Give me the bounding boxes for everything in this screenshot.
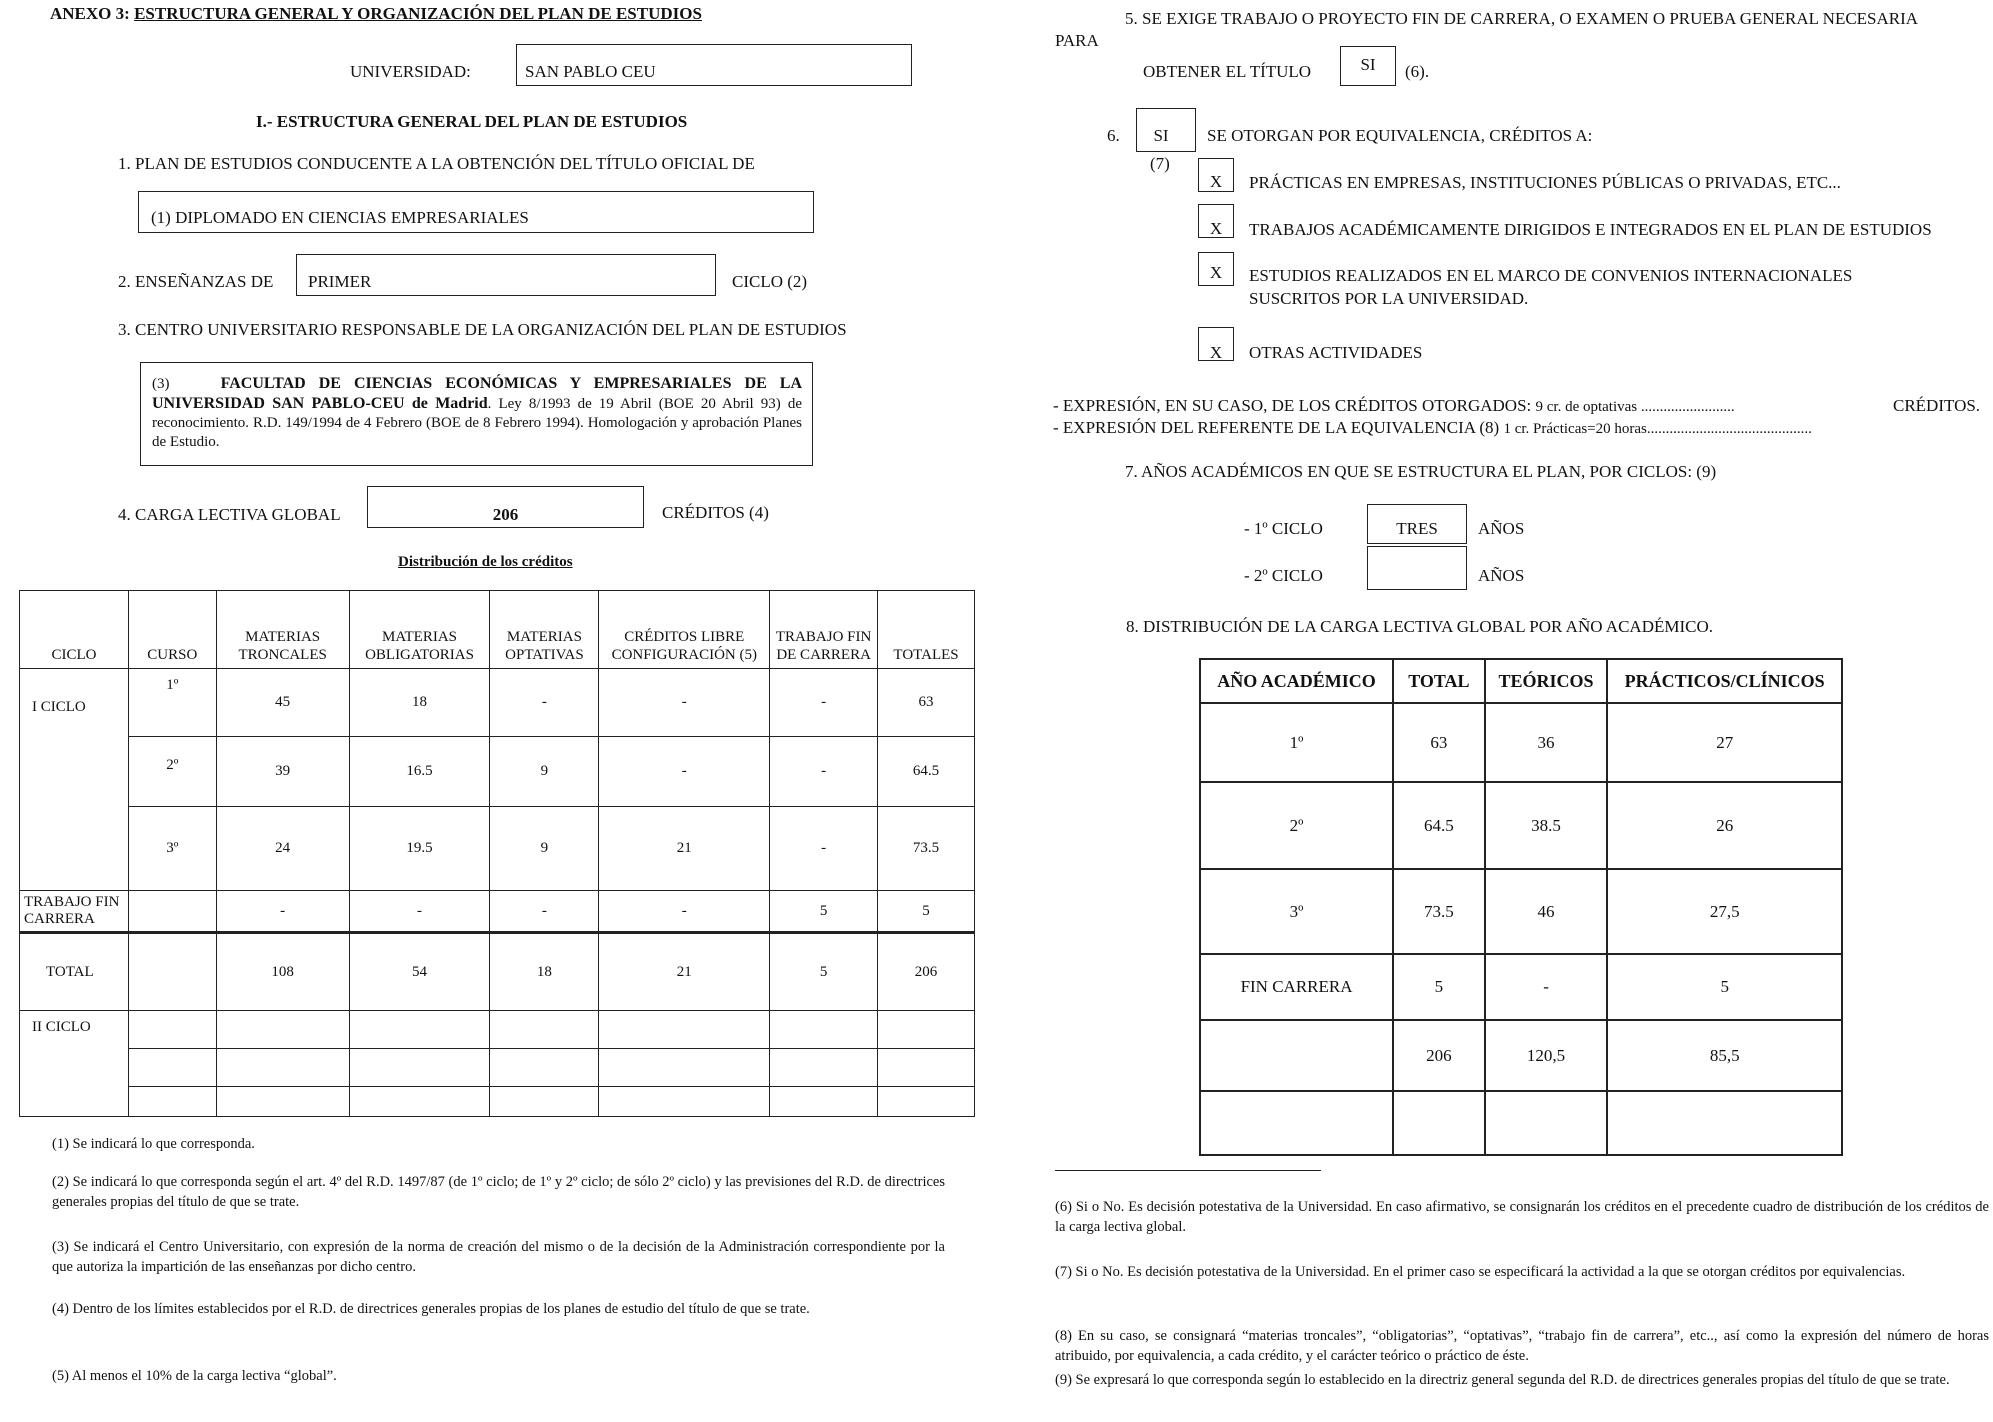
- footnote-3: (3) Se indicará el Centro Universitario, con expresión de la norma de creación del mismo o de la decisión de la Administración correspondiente por la que autoriza la impartición de las enseñanzas por dicho centro.: [52, 1239, 945, 1275]
- ciclo2-label: - 2º CICLO: [1244, 566, 1323, 585]
- cell: 18: [349, 669, 490, 737]
- cell: 206: [878, 933, 975, 1011]
- cell: 5: [770, 891, 878, 933]
- col-total: TOTAL: [1393, 659, 1485, 703]
- expr1-suffix: CRÉDITOS.: [1893, 396, 1981, 415]
- year-header-row: [1200, 659, 1842, 703]
- cell: [490, 1087, 599, 1117]
- cell: [1607, 1091, 1842, 1155]
- cell: 1º: [128, 669, 216, 737]
- item3-details: . Ley 8/1993 de 19 Abril (BOE 20 Abril 93) de reconocimiento. R.D. 149/1994 de 4 Febrero (BOE de 8 Febrero 1994). Homologación y aprobación Planes de Estudio.: [152, 396, 802, 450]
- footnote-2: (2) Se indicará lo que corresponda según el art. 4º del R.D. 1497/87 (de 1º ciclo; de 1º y 2º ciclo; de sólo 2º ciclo) y las previsiones del R.D. de directrices generales propias del título de que se trate.: [52, 1174, 945, 1210]
- cell: [599, 1011, 770, 1049]
- col-libre: CRÉDITOS LIBRE CONFIGURACIÓN (5): [599, 591, 770, 669]
- cell: 45: [216, 669, 349, 737]
- credits-header-row: [20, 591, 975, 669]
- cell: 24: [216, 807, 349, 891]
- cell: 19.5: [349, 807, 490, 891]
- ciclo2-field: [1367, 546, 1467, 590]
- option4-checkbox[interactable]: X: [1198, 327, 1234, 361]
- expr1: [1053, 396, 1735, 417]
- cell: 36: [1485, 703, 1608, 782]
- cell: [349, 1011, 490, 1049]
- cell: 27,5: [1607, 869, 1842, 954]
- item6-value: SI: [1153, 126, 1169, 145]
- cell: 73.5: [878, 807, 975, 891]
- year-table: [1199, 658, 1843, 1156]
- cell: 5: [770, 933, 878, 1011]
- cell: 108: [216, 933, 349, 1011]
- cell: [878, 1087, 975, 1117]
- cell: 64.5: [878, 737, 975, 807]
- cell: 26: [1607, 782, 1842, 869]
- item5-note: (6).: [1405, 62, 1430, 81]
- cell: 39: [216, 737, 349, 807]
- cell: 73.5: [1393, 869, 1485, 954]
- table-row: [20, 669, 975, 737]
- cell: [490, 1011, 599, 1049]
- cell: -: [490, 669, 599, 737]
- ciclo1-anos: AÑOS: [1478, 519, 1525, 538]
- cell: [128, 1011, 216, 1049]
- cell: -: [599, 669, 770, 737]
- col-totales: TOTALES: [878, 591, 975, 669]
- footnote-4: (4) Dentro de los límites establecidos por el R.D. de directrices generales propias de los planes de estudio del título de que se trate.: [52, 1301, 810, 1317]
- option3-label: ESTUDIOS REALIZADOS EN EL MARCO DE CONVENIOS INTERNACIONALES: [1249, 266, 1853, 285]
- cell: [128, 1049, 216, 1087]
- cell: 38.5: [1485, 782, 1608, 869]
- table-row: [20, 737, 975, 807]
- cell: [216, 1011, 349, 1049]
- item2-label: 2. ENSEÑANZAS DE: [118, 272, 274, 291]
- cell: 9: [490, 737, 599, 807]
- expr2-value: 1 cr. Prácticas=20 horas............................................: [1503, 421, 1812, 437]
- item1-label: 1. PLAN DE ESTUDIOS CONDUCENTE A LA OBTENCIÓN DEL TÍTULO OFICIAL DE: [118, 154, 755, 173]
- cell: [1485, 1091, 1608, 1155]
- col-curso: CURSO: [128, 591, 216, 669]
- footnote-5: (5) Al menos el 10% de la carga lectiva “global”.: [52, 1368, 337, 1384]
- footnote-8: (8) En su caso, se consignará “materias troncales”, “obligatorias”, “optativas”, “trabajo fin de carrera”, etc.., así como la expresión del número de horas atribuido, por equivalencia, a cada crédito, y el carácter teórico o práctico de éste.: [1055, 1328, 1989, 1364]
- cell: -: [216, 891, 349, 933]
- cell: -: [770, 737, 878, 807]
- cell: 18: [490, 933, 599, 1011]
- item5-line2: OBTENER EL TÍTULO: [1143, 62, 1312, 81]
- table-row: [1200, 703, 1842, 782]
- item6-note: (7): [1150, 154, 1170, 173]
- cell: [1200, 1091, 1393, 1155]
- footnote-9: (9) Se expresará lo que corresponda según lo establecido en la directriz general segunda del R.D. de directrices generales propias del título de que se trate.: [1055, 1372, 1950, 1388]
- table-row: [1200, 1020, 1842, 1091]
- option1-label: PRÁCTICAS EN EMPRESAS, INSTITUCIONES PÚBLICAS O PRIVADAS, ETC...: [1249, 173, 1841, 192]
- annex-heading: [50, 4, 702, 24]
- cell: -: [599, 891, 770, 933]
- expr1-label: - EXPRESIÓN, EN SU CASO, DE LOS CRÉDITOS OTORGADOS:: [1053, 396, 1532, 415]
- col-obligatorias: MATERIAS OBLIGATORIAS: [349, 591, 490, 669]
- item3-num: (3): [152, 376, 170, 392]
- ciclo1-value: TRES: [1396, 519, 1438, 538]
- cell: [349, 1087, 490, 1117]
- item1-value: (1) DIPLOMADO EN CIENCIAS EMPRESARIALES: [151, 208, 529, 227]
- ciclo2-anos: AÑOS: [1478, 566, 1525, 585]
- cell: 63: [878, 669, 975, 737]
- col-troncales: MATERIAS TRONCALES: [216, 591, 349, 669]
- cell: TRABAJO FIN CARRERA: [20, 891, 129, 933]
- annex-prefix: ANEXO 3:: [50, 4, 135, 23]
- option4-label: OTRAS ACTIVIDADES: [1249, 343, 1423, 362]
- cell: 85,5: [1607, 1020, 1842, 1091]
- item5-value: SI: [1360, 55, 1376, 74]
- footnote-7: (7) Si o No. Es decisión potestativa de la Universidad. En el primer caso se especificará la actividad a la que se otorgan créditos por equivalencias.: [1055, 1264, 1906, 1280]
- item4-suffix: CRÉDITOS (4): [662, 503, 769, 522]
- cell: [878, 1049, 975, 1087]
- cell: 5: [878, 891, 975, 933]
- ciclo1-label: - 1º CICLO: [1244, 519, 1323, 538]
- cell: -: [1485, 954, 1608, 1020]
- cell: TOTAL: [20, 933, 129, 1011]
- option3-checkbox[interactable]: X: [1198, 252, 1234, 286]
- cell: [1393, 1091, 1485, 1155]
- table-row: [20, 891, 975, 933]
- cell: [128, 891, 216, 933]
- item3-label: 3. CENTRO UNIVERSITARIO RESPONSABLE DE LA ORGANIZACIÓN DEL PLAN DE ESTUDIOS: [118, 320, 847, 339]
- cell: 9: [490, 807, 599, 891]
- expr1-value: 9 cr. de optativas .........................: [1535, 399, 1735, 415]
- col-optativas: MATERIAS OPTATIVAS: [490, 591, 599, 669]
- item5-para: PARA: [1055, 31, 1099, 50]
- cell: FIN CARRERA: [1200, 954, 1393, 1020]
- table-row: [20, 1087, 975, 1117]
- cell: 206: [1393, 1020, 1485, 1091]
- item7-label: 7. AÑOS ACADÉMICOS EN QUE SE ESTRUCTURA EL PLAN, POR CICLOS: (9): [1125, 462, 1717, 481]
- item2-value: PRIMER: [308, 272, 372, 291]
- item6-label: SE OTORGAN POR EQUIVALENCIA, CRÉDITOS A:: [1207, 126, 1593, 145]
- credits-table: [19, 590, 975, 1117]
- cell: 120,5: [1485, 1020, 1608, 1091]
- item8-label: 8. DISTRIBUCIÓN DE LA CARGA LECTIVA GLOBAL POR AÑO ACADÉMICO.: [1126, 617, 1714, 636]
- option2-checkbox[interactable]: X: [1198, 204, 1234, 238]
- item3-center-name: FACULTAD DE CIENCIAS ECONÓMICAS Y EMPRESARIALES DE LA UNIVERSIDAD SAN PABLO-CEU de Madrid: [152, 375, 802, 412]
- expr2-label: - EXPRESIÓN DEL REFERENTE DE LA EQUIVALENCIA (8): [1053, 418, 1500, 437]
- table-row: [20, 1049, 975, 1087]
- cell: 54: [349, 933, 490, 1011]
- cell: [770, 1011, 878, 1049]
- table-row: [1200, 782, 1842, 869]
- cell: [878, 1011, 975, 1049]
- cell: -: [490, 891, 599, 933]
- cell: 2º: [128, 737, 216, 807]
- cell: -: [349, 891, 490, 933]
- table-row: [1200, 869, 1842, 954]
- footnote-1: (1) Se indicará lo que corresponda.: [52, 1136, 255, 1152]
- item6-num: 6.: [1107, 126, 1120, 145]
- cell: [216, 1087, 349, 1117]
- cell: 5: [1393, 954, 1485, 1020]
- col-ano: AÑO ACADÉMICO: [1200, 659, 1393, 703]
- cell: -: [770, 669, 878, 737]
- item4-label: 4. CARGA LECTIVA GLOBAL: [118, 505, 341, 524]
- cell: [599, 1087, 770, 1117]
- expr2: [1053, 418, 1812, 439]
- table-row: [20, 933, 975, 1011]
- table-row: [1200, 954, 1842, 1020]
- item4-value: 206: [492, 505, 519, 524]
- cell: 1º: [1200, 703, 1393, 782]
- cell: -: [599, 737, 770, 807]
- cell: [770, 1087, 878, 1117]
- cell: 21: [599, 807, 770, 891]
- distribution-title: Distribución de los créditos: [398, 554, 573, 570]
- footnote-divider: [1055, 1170, 1321, 1171]
- cell: 3º: [1200, 869, 1393, 954]
- section-title: I.- ESTRUCTURA GENERAL DEL PLAN DE ESTUDIOS: [256, 112, 688, 131]
- option3-label-line2: SUSCRITOS POR LA UNIVERSIDAD.: [1249, 289, 1529, 308]
- university-value: SAN PABLO CEU: [525, 62, 656, 81]
- table-row: [20, 807, 975, 891]
- table-row: [20, 1011, 975, 1049]
- cell: [1200, 1020, 1393, 1091]
- cell: -: [770, 807, 878, 891]
- cell: [216, 1049, 349, 1087]
- cell: II CICLO: [20, 1011, 129, 1117]
- cell: 27: [1607, 703, 1842, 782]
- cell: 5: [1607, 954, 1842, 1020]
- annex-title: ESTRUCTURA GENERAL Y ORGANIZACIÓN DEL PLAN DE ESTUDIOS: [134, 4, 702, 23]
- cell: 2º: [1200, 782, 1393, 869]
- cell: 21: [599, 933, 770, 1011]
- col-ciclo: CICLO: [20, 591, 129, 669]
- footnote-6: (6) Si o No. Es decisión potestativa de la Universidad. En caso afirmativo, se consignarán los créditos en el precedente cuadro de distribución de los créditos de la carga lectiva global.: [1055, 1199, 1989, 1235]
- cell: [599, 1049, 770, 1087]
- cell: 16.5: [349, 737, 490, 807]
- col-trabajo: TRABAJO FIN DE CARRERA: [770, 591, 878, 669]
- item5-line1: 5. SE EXIGE TRABAJO O PROYECTO FIN DE CARRERA, O EXAMEN O PRUEBA GENERAL NECESARIA: [1125, 9, 1919, 28]
- ciclo1-cell: I CICLO: [20, 669, 129, 891]
- table-row: [1200, 1091, 1842, 1155]
- cell: 3º: [128, 807, 216, 891]
- item3-text: [152, 374, 802, 452]
- option1-checkbox[interactable]: X: [1198, 158, 1234, 192]
- cell: [128, 933, 216, 1011]
- col-teoricos: TEÓRICOS: [1485, 659, 1608, 703]
- cell: [490, 1049, 599, 1087]
- university-label: UNIVERSIDAD:: [350, 62, 471, 81]
- item2-suffix: CICLO (2): [732, 272, 808, 291]
- cell: [128, 1087, 216, 1117]
- option2-label: TRABAJOS ACADÉMICAMENTE DIRIGIDOS E INTEGRADOS EN EL PLAN DE ESTUDIOS: [1249, 220, 1932, 239]
- cell: [349, 1049, 490, 1087]
- col-practicos: PRÁCTICOS/CLÍNICOS: [1607, 659, 1842, 703]
- cell: [770, 1049, 878, 1087]
- cell: 64.5: [1393, 782, 1485, 869]
- cell: 46: [1485, 869, 1608, 954]
- cell: 63: [1393, 703, 1485, 782]
